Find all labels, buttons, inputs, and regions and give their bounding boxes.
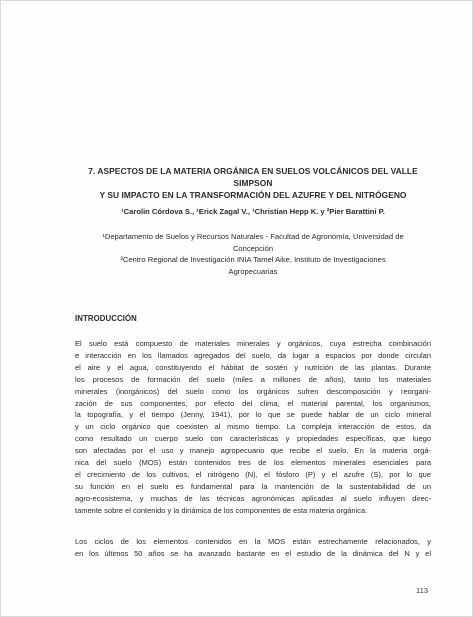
chapter-title-line-1: 7. ASPECTOS DE LA MATERIA ORGÁNICA EN SUELOS VOLCÁNICOS DEL VALLE SIMPSON — [88, 166, 418, 188]
paragraph-line: zación de sus componentes, por efecto del clima, el material parental, los organismos, — [75, 398, 431, 408]
chapter-title — [75, 165, 431, 201]
author-list: ¹Carolin Córdova S., ¹Erick Zagal V., ¹Christian Hepp K. y ²Pier Barattini P. — [121, 207, 385, 216]
paragraph-line: tamente sobre el contenido y la dinámica de los componentes de esta materia orgánica. — [75, 505, 368, 515]
affiliation-2 — [75, 254, 431, 278]
paragraph-line: son afectadas por el uso y manejo agropecuario que recibe el suelo. En la materia orgá- — [75, 446, 431, 456]
paragraph-line: en los últimos 50 años se ha avanzado bastante en el estudio de la dinámica del N y el — [75, 548, 431, 558]
paragraph-line: y un ciclo orgánico que coexisten al mismo tiempo. La compleja interacción de estos, da — [75, 422, 431, 432]
section-heading: INTRODUCCIÓN — [75, 314, 137, 323]
body-paragraph-1 — [75, 338, 431, 517]
body-paragraph-2 — [75, 536, 431, 560]
paragraph-line: nica del suelo (MOS) están contenidos tres de los elementos minerales esenciales para — [75, 458, 431, 468]
affiliation-1 — [75, 231, 431, 255]
paragraph-line: El suelo está compuesto de materiales minerales y orgánicos, cuya estrecha combinación — [75, 339, 431, 348]
affiliation-2-line-2: Agropecuarias — [228, 267, 278, 276]
paragraph-line: el crecimiento de los cultivos, el nitrógeno (N), el fósforo (P) y el azufre (S), por lo que — [75, 469, 431, 479]
affiliation-2-line-1: ²Centro Regional de Investigación INIA Tamel Aike, Instituto de Investigaciones — [120, 255, 386, 264]
paragraph-line: su función en el suelo es fundamental para la mantención de la sustentabilidad de un — [75, 481, 431, 491]
page-number: 113 — [416, 586, 428, 595]
affiliation-1-line-2: Concepción — [232, 244, 274, 253]
paragraph-line: los procesos de formación del suelo (miles a millones de años), tanto los materiales — [75, 374, 431, 384]
paragraph-line: e interacción en los llamados agregados del suelo, da lugar a espacios por donde circulan — [75, 350, 431, 360]
affiliation-1-line-1: ¹Departamento de Suelos y Recursos Naturales - Facultad de Agronomía, Universidad de — [102, 232, 404, 241]
paragraph-line: el aire y el agua, constituyendo el hábitat de sostén y nutrición de las plantas. Durante — [75, 362, 431, 372]
paragraph-line: como resultado un cuerpo suelo con características y propiedades específicas, que luego — [75, 434, 431, 444]
paragraph-line: minerales (inorgánicos) del suelo como los orgánicos sufren descomposición y reorgani- — [75, 386, 431, 396]
paragraph-line: la topografía, y el tiempo (Jenny, 1941), por lo que se puede hablar de un ciclo mineral — [75, 410, 431, 420]
paragraph-line: Los ciclos de los elementos contenidos en la MOS están estrechamente relacionados, y — [75, 537, 431, 546]
paragraph-line: agro-ecosistema, y muchas de las técnicas agronómicas aplicadas al suelo influyen direc- — [75, 493, 431, 503]
chapter-title-line-2: Y SU IMPACTO EN LA TRANSFORMACIÓN DEL AZUFRE Y DEL NITRÓGENO — [99, 190, 407, 200]
